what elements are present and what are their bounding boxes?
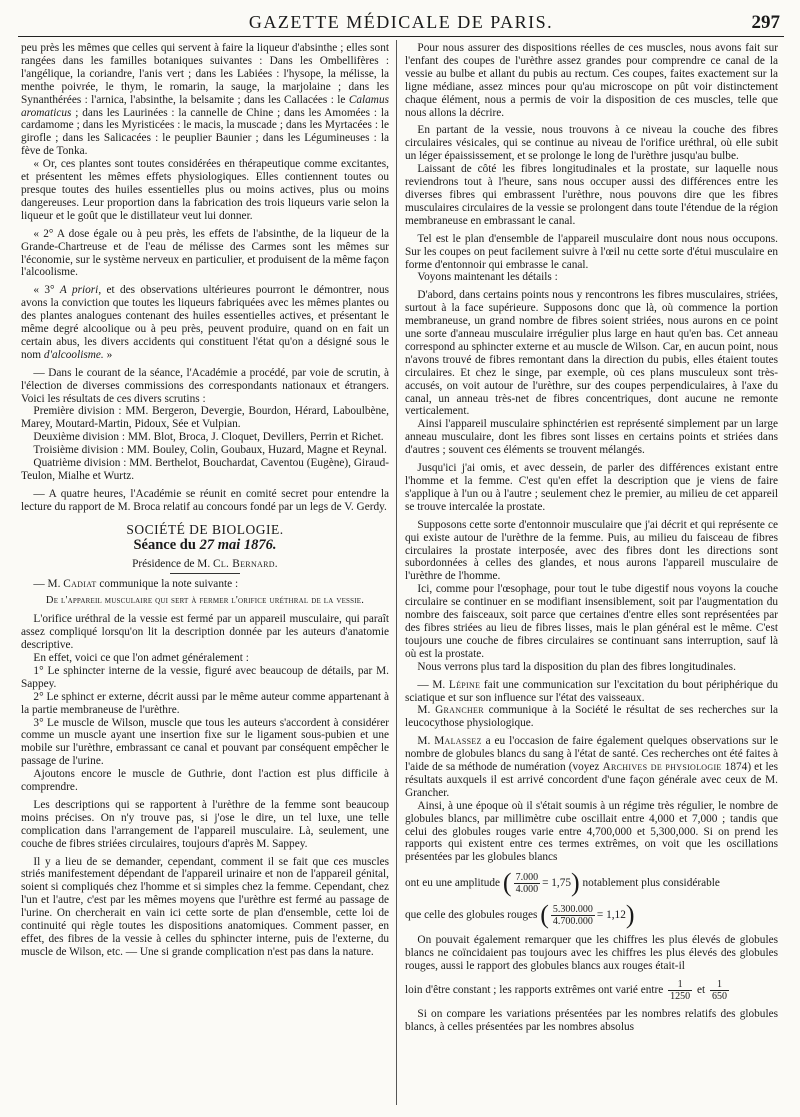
paragraph: 3° Le muscle de Wilson, muscle que tous les auteurs s'accordent à considérer comme un muscle ayant une insertion fixe sur le ligament sous-pubien et une mobile sur l'urèthre, embrassant ce canal et pouvant par conséquent empêcher le passage de l'urine. bbox=[21, 716, 389, 768]
paragraph: — A quatre heures, l'Académie se réunit en comité secret pour entendre la lecture du rapport de M. Broca relatif au concours fondé par un legs de V. Gerdy. bbox=[21, 487, 389, 513]
equation-red-cells: que celle des globules rouges ( $\frac{5.300.000}{4.700.000}$ = 1,12 ) bbox=[405, 900, 635, 930]
paragraph: D'abord, dans certains points nous y rencontrons les fibres musculaires, striées, surtout à la face supérieure. Supposons donc que là, où commence la portion membraneuse, un grand nombre de fibres soient striées, nous aurons en ce point une sorte d'anneau musculaire irrégulier plus large en haut qu'en bas. Cet anneau correspond au sphincter externe et au muscle de Wilson. Car, en aucun point, nous n'avons trouvé de fibres remontant dans la direction du pubis, elles étaient toutes circulaires. Et chez le singe, par exemple, où ces plans musculeux sont très-accusés, on voit autour de l'urèthre, sur des coupes perpendiculaires, à l'axe du canal, un anneau très-net de fibres concentriques, dont aucune ne remonte verticalement. bbox=[405, 289, 778, 418]
division-list-item: Troisième division : MM. Bouley, Colin, Goubaux, Huzard, Magne et Reynal. bbox=[33, 444, 387, 457]
paragraph: En effet, voici ce que l'on admet généralement : bbox=[33, 651, 249, 664]
fraction: $\frac{1}{1250}$ bbox=[670, 979, 691, 1002]
paragraph: — M. Lépine fait une communication sur l'excitation du bout périphérique du sciatique et sur son influence sur l'état des vaisseaux. bbox=[405, 678, 778, 704]
paragraph: « Or, ces plantes sont toutes considérées en thérapeutique comme excitantes, et présentent les mêmes effets physiologiques. Elles contiennent toutes ou presque toutes des huiles essentielles plus ou moins actives, plus ou moins dangereuses. Leur proportion dans la fabrication des trois liqueurs varie selon la liqueur et le goût que le distillateur veut lui donner. bbox=[21, 158, 389, 222]
paragraph: — Dans le courant de la séance, l'Académie a procédé, par voie de scrutin, à l'élection de diverses commissions des correspondants nationaux et étrangers. Voici les résultats de ces divers scrutins : bbox=[21, 366, 389, 405]
section-rule bbox=[170, 573, 240, 574]
page-number: 297 bbox=[751, 12, 780, 33]
memoir-title: De l'appareil musculaire qui sert à fermer l'orifice uréthral de la vessie. bbox=[45, 595, 365, 607]
paragraph: M. Grancher communique à la Société le résultat de ses recherches sur la leucocythose physiologique. bbox=[405, 704, 778, 730]
paragraph: 1° Le sphincter interne de la vessie, figuré avec beaucoup de détails, par M. Sappey. bbox=[21, 664, 389, 690]
page-header bbox=[18, 10, 784, 37]
paragraph: « 2° A dose égale ou à peu près, les effets de l'absinthe, de la liqueur de la Grande-Chartreuse et de l'eau de mélisse des Carmes sont les mêmes sur l'économie, sur le système nerveux en particulier, et produisent de la même façon l'alcoolisme. bbox=[21, 227, 389, 279]
paragraph: Laissant de côté les fibres longitudinales et la prostate, sur laquelle nous reviendrons tout à l'heure, sans nous occuper aussi des différences entre les diverses fibres qui embrassent l'urèthre, nous pouvons dire que les fibres musculaires circulaires de la vessie se prolongent dans toute l'étendue de la région membraneuse en embrassant le canal. bbox=[405, 163, 778, 227]
paragraph: Les descriptions qui se rapportent à l'urèthre de la femme sont beaucoup moins précises. On n'y trouve pas, si j'ose le dire, un tel luxe, une telle complication dans l'arrangement de l'appareil musculaire. Là, seulement, une couche de fibres striées circulaires, toujours d'après M. Sappey. bbox=[21, 798, 389, 850]
paragraph: Voyons maintenant les détails : bbox=[417, 271, 558, 284]
paragraph: peu près les mêmes que celles qui servent à faire la liqueur d'absinthe ; elles sont rangées dans les familles botaniques suivantes : Dans les Ombellifères : l'angélique, la coriandre, l'anis vert ; dans les Labiées : l'hysope, la mélisse, la menthe poivrée, le thym, le romarin, la sauge, la marjolaine ; dans les Synanthérées : l'arnica, l'absinthe, la belsamite ; dans les Callacées : le Calamus aromaticus ; dans les Laurinées : la cannelle de Chine ; dans les Amomées : la cardamome ; dans les Myristicées : le macis, la muscade ; dans les Myrtacées : le girofle ; dans les Salicacées : le peuplier Baunier ; dans les Légumineuses : la fève de Tonka. bbox=[21, 42, 389, 158]
division-list-item: Deuxième division : MM. Blot, Broca, J. Cloquet, Devillers, Perrin et Richet. bbox=[33, 431, 384, 444]
paragraph: En partant de la vessie, nous trouvons à ce niveau la couche des fibres circulaires vésicales, qui se continue au niveau de l'orifice uréthral, où elle subit un léger épaississement, et se prolonge le long de l'urèthre jusqu'au bulbe. bbox=[405, 124, 778, 163]
division-list-item: Première division : MM. Bergeron, Devergie, Bourdon, Hérard, Laboulbène, Marey, Moutard-Martin, Pidoux, Sée et Vulpian. bbox=[21, 405, 389, 431]
paragraph: Supposons cette sorte d'entonnoir musculaire que j'ai décrit et qui représente ce qui existe autour de l'urèthre de la femme. Puis, au milieu du faisceau de fibres circulaires la prostate interposée, avec des fibres dont les directions sont subordonnées à celles des glandes, et nous aurons l'appareil musculaire de l'urèthre de l'homme. bbox=[405, 518, 778, 583]
paragraph: Pour nous assurer des dispositions réelles de ces muscles, nous avons fait sur l'enfant des coupes de l'urèthre assez grandes pour comprendre ce canal de la vessie au bulbe et allant du pubis au rectum. Ces coupes, faites exactement sur la ligne médiane, assez minces pour qu'au microscope on pût voir distinctement chaque élément, nous a permis de voir la disposition de ces muscles, telle que nous allons la décrire. bbox=[405, 42, 778, 119]
paragraph: Tel est le plan d'ensemble de l'appareil musculaire dont nous nous occupons. Sur les coupes on peut facilement suivre à l'œil nu cette sorte d'étui musculaire en forme d'entonnoir qui embrasse le canal. bbox=[405, 232, 778, 271]
fraction: $\frac{5.300.000}{4.700.000}$ bbox=[552, 903, 593, 927]
ratio-line: loin d'être constant ; les rapports extrêmes ont varié entre $\frac{1}{1250}$ et $\frac{1}{650}$ bbox=[405, 979, 727, 1002]
paragraph: Jusqu'ici j'ai omis, et avec dessein, de parler des différences existant entre l'homme et la femme. C'est qu'en effet la description que je viens de faire s'applique à l'un ou à l'autre ; seulement chez le premier, au milieu de cet appareil se trouve intercalée la prostate. bbox=[405, 462, 778, 513]
paragraph: 2° Le sphinct er externe, décrit aussi par le même auteur comme appartenant à la partie membraneuse de l'urèthre. bbox=[21, 690, 389, 716]
fraction: $\frac{7.000}{4.000}$ bbox=[515, 871, 539, 895]
paragraph: Ajoutons encore le muscle de Guthrie, dont l'action est plus difficile à comprendre. bbox=[21, 768, 389, 794]
paragraph: Si on compare les variations présentées par les nombres relatifs des globules blancs, à celles présentées par les nombres absolus bbox=[405, 1008, 778, 1033]
section-title: SOCIÉTÉ DE BIOLOGIE. bbox=[126, 521, 284, 537]
paragraph: Il y a lieu de se demander, cependant, comment il se fait que ces muscles striés manifestement dépendant de l'appareil urinaire et non de l'appareil génital, soient si compliqués chez l'homme et si simples chez la femme. Cependant, chez l'un et l'autre, c'est par les mêmes moyens que l'urèthre est fermé au passage de l'urine. On chercherait en vain ici cette sorte de plan d'ensemble, cette loi de continuité qui règle toutes les dispositions anatomiques. Comment passer, en effet, des fibres de la vessie à celles du sphincter interne, puis de l'externe, du muscle de Wilson, etc. — Une si grande complication n'est pas dans la nature. bbox=[21, 855, 389, 958]
paragraph: Ainsi l'appareil musculaire sphinctérien est représenté simplement par un large anneau musculaire, dont les fibres sont lisses en certains points et striées dans d'autres ; souvent ces éléments se trouvent mélangés. bbox=[405, 418, 778, 457]
paragraph: « 3° A priori, et des observations ultérieures pourront le démontrer, nous avons la conviction que toutes les liqueurs fabriquées avec les mêmes plantes ou des plantes analogues contenant des huiles essentielles actives, et présentant le même degré alcoolique ou à peu près, peuvent produire, quand on en fait un certain abus, les divers accidents qui constituent l'état qu'on a désigné sous le nom d'alcoolisme. » bbox=[21, 284, 389, 361]
left-column bbox=[21, 42, 389, 1110]
equation-white-cells: ont eu une amplitude ( $\frac{7.000}{4.000}$ = 1,75 ) notablement plus considérable bbox=[405, 868, 720, 898]
right-column bbox=[405, 42, 778, 1110]
column-divider bbox=[396, 40, 397, 1105]
division-list-item: Quatrième division : MM. Berthelot, Bouchardat, Caventou (Eugène), Giraud-Teulon, Mialhe et Wurtz. bbox=[21, 457, 389, 482]
paragraph: Ici, comme pour l'œsophage, pour tout le tube digestif nous voyons la couche circulaire se continuer en se modifiant insensiblement, soit par l'augmentation du nombre des faisceaux, soit parce que certaines d'entre elles sont représentées par des fibres striées au lieu de fibres lisses, mais le plan général est le même. C'est toujours une couche de fibres circulaires se continuant sans interruption, sauf là où est la prostate. bbox=[405, 583, 778, 660]
paragraph: — M. Cadiat communique la note suivante : bbox=[33, 578, 239, 591]
paragraph: M. Malassez a eu l'occasion de faire également quelques observations sur le nombre de globules blancs du sang à l'état de santé. Ces recherches ont été faites à l'aide de sa méthode de numération (voyez Archives de physiologie 1874) et les résultats auxquels il est arrivé concordent d'une façon générale avec ceux de M. Grancher. bbox=[405, 735, 778, 799]
fraction: $\frac{1}{650}$ bbox=[711, 979, 727, 1002]
paragraph: L'orifice uréthral de la vessie est fermé par un appareil musculaire, qui paraît assez compliqué lorsqu'on lit la description donnée par les auteurs d'anatomie descriptive. bbox=[21, 613, 389, 652]
journal-title: GAZETTE MÉDICALE DE PARIS. bbox=[248, 12, 554, 32]
paragraph: On pouvait également remarquer que les chiffres les plus élevés de globules blancs ne coïncidaient pas toujours avec les chiffres les plus élevés des globules rouges, aussi le rapport des globules blancs aux rouges était-il bbox=[405, 934, 778, 973]
paragraph: Nous verrons plus tard la disposition du plan des fibres longitudinales. bbox=[417, 660, 736, 673]
paragraph: Ainsi, à une époque où il s'était soumis à un régime très régulier, le nombre de globules blancs, par millimètre cube oscillait entre 4,000 et 7,000 ; tandis que celui des globules rouges varie entre 4,700,000 et 5,300,000. Si on prend les rapports qui existent entre ces termes extrêmes, on voit que les oscillations présentées par les globules blancs bbox=[405, 799, 778, 864]
presidency-line: Présidence de M. Cl. Bernard. bbox=[132, 557, 278, 570]
session-date: Séance du 27 mai 1876. bbox=[133, 536, 277, 553]
